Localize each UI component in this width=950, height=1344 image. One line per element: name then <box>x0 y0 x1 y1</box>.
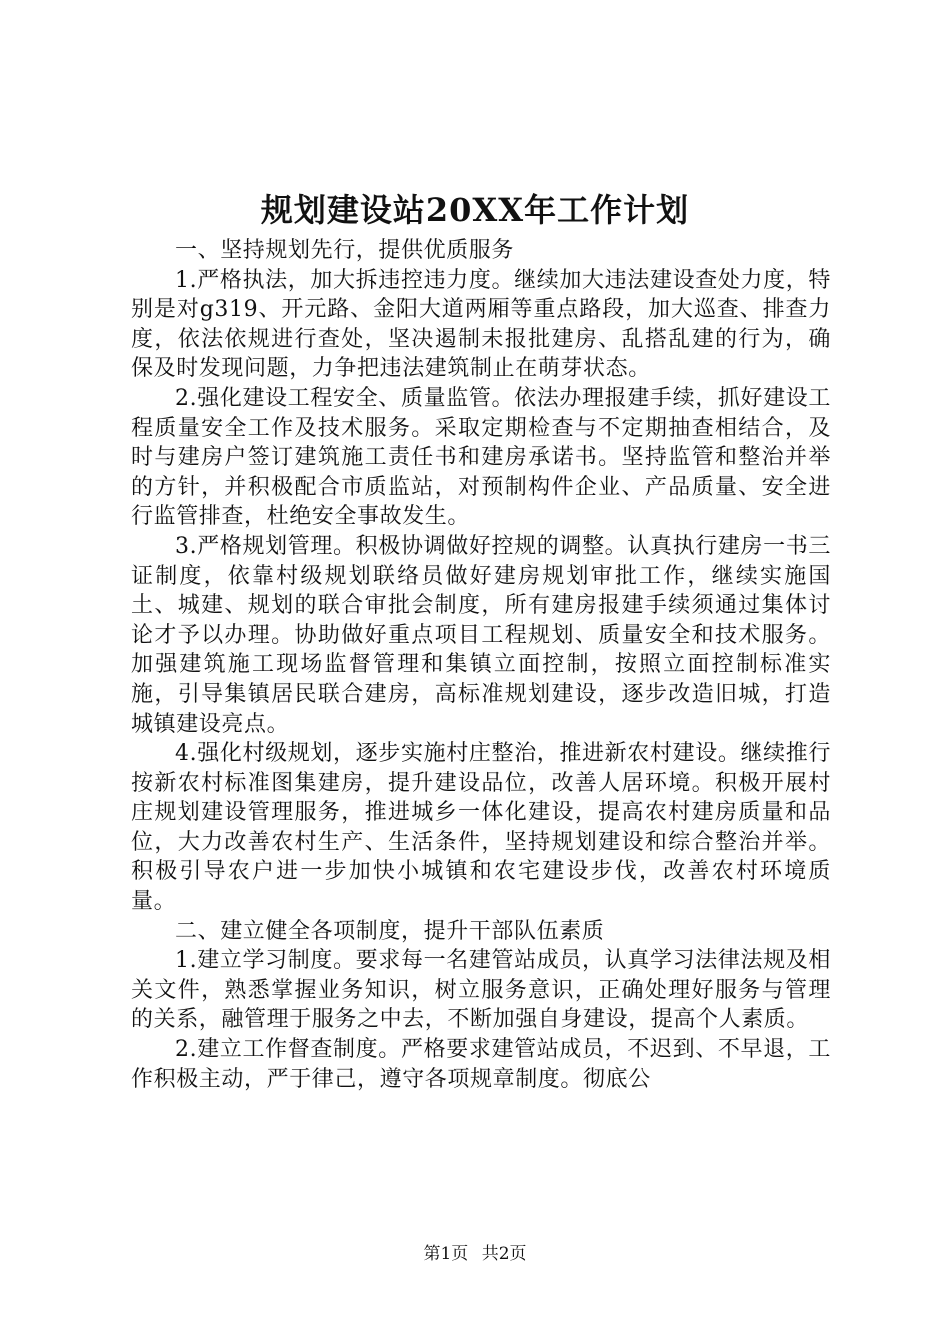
paragraph-1-3: 3.严格规划管理。积极协调做好控规的调整。认真执行建房一书三证制度，依靠村级规划联络员做好建房规划审批工作，继续实施国土、城建、规划的联合审批会制度，所有建房报建手续须通过集体讨论才予以办理。协助做好重点项目工程规划、质量安全和技术服务。加强建筑施工现场监督管理和集镇立面控制，按照立面控制标准实施，引导集镇居民联合建房，高标准规划建设，逐步改造旧城，打造城镇建设亮点。 <box>131 533 831 737</box>
paragraph-1-1: 1.严格执法，加大拆违控违力度。继续加大违法建设查处力度，特别是对g319、开元路、金阳大道两厢等重点路段，加大巡查、排查力度，依法依规进行查处，坚决遏制未报批建房、乱搭乱建的行为，确保及时发现问题，力争把违法建筑制止在萌芽状态。 <box>131 267 831 382</box>
page-total: 共2页 <box>481 1244 527 1264</box>
section-heading-1: 一、坚持规划先行，提供优质服务 <box>175 238 515 263</box>
paragraph-1-2: 2.强化建设工程安全、质量监管。依法办理报建手续，抓好建设工程质量安全工作及技术服务。采取定期检查与不定期抽查相结合，及时与建房户签订建筑施工责任书和建房承诺书。坚持监管和整治并举的方针，并积极配合市质监站，对预制构件企业、产品质量、安全进行监管排查，杜绝安全事故发生。 <box>131 385 831 530</box>
paragraph-2-1: 1.建立学习制度。要求每一名建管站成员，认真学习法律法规及相关文件，熟悉掌握业务知识，树立服务意识，正确处理好服务与管理的关系，融管理于服务之中去，不断加强自身建设，提高个人素质。 <box>131 948 831 1033</box>
paragraph-1-4: 4.强化村级规划，逐步实施村庄整治，推进新农村建设。继续推行按新农村标准图集建房，提升建设品位，改善人居环境。积极开展村庄规划建设管理服务，推进城乡一体化建设，提高农村建房质量和品位，大力改善农村生产、生活条件，坚持规划建设和综合整治并举。积极引导农户进一步加快小城镇和农宅建设步伐，改善农村环境质量。 <box>131 741 831 915</box>
section-heading-2: 二、建立健全各项制度，提升干部队伍素质 <box>175 918 605 944</box>
document-body <box>131 236 831 1094</box>
document-title: 规划建设站20XX年工作计划 <box>260 191 690 229</box>
page-number: 第1页 <box>423 1244 469 1264</box>
page-footer <box>0 1242 950 1266</box>
paragraph-2-2: 2.建立工作督查制度。严格要求建管站成员，不迟到、不早退，工作积极主动，严于律己，遵守各项规章制度。彻底公 <box>131 1037 831 1092</box>
